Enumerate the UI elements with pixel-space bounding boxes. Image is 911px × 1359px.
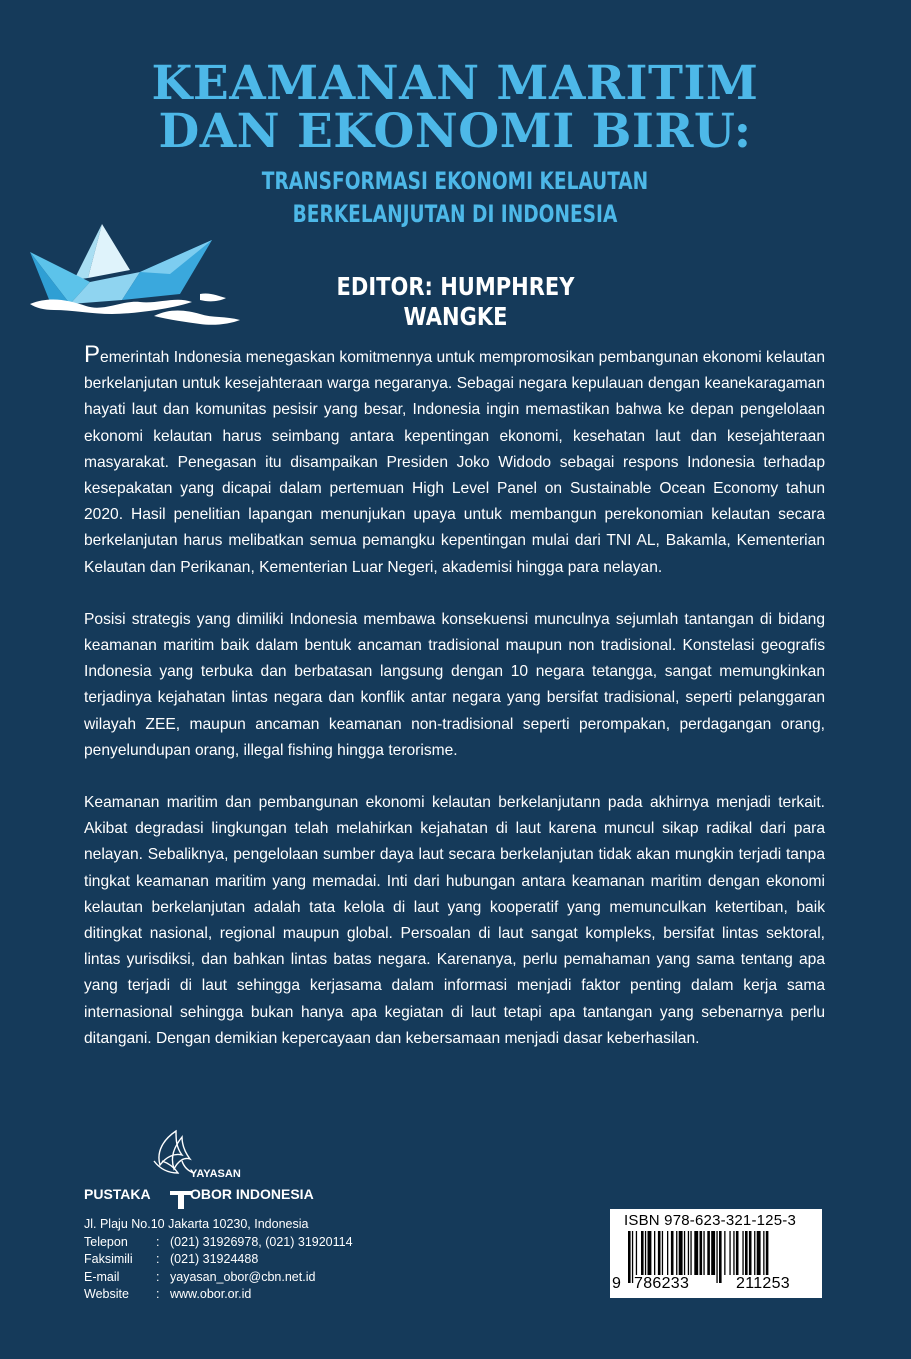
book-subtitle [210, 165, 700, 231]
contact-label: E-mail [84, 1269, 120, 1284]
publisher-yayasan: YAYASAN [190, 1168, 241, 1180]
barcode-bar [667, 1231, 668, 1275]
contact-separator: : [156, 1234, 160, 1249]
drop-cap: P [84, 341, 101, 368]
contact-row [84, 1234, 353, 1252]
barcode-bar [645, 1231, 646, 1275]
barcode-bar [745, 1231, 748, 1275]
barcode-bar [632, 1231, 633, 1283]
barcode-bar [658, 1231, 661, 1275]
barcode-bar [703, 1231, 704, 1275]
synopsis [84, 341, 825, 1078]
barcode-bar [694, 1231, 698, 1275]
isbn-label: ISBN 978-623-321-125-3 [624, 1212, 797, 1229]
barcode-bar [742, 1231, 743, 1275]
barcode-bar [628, 1231, 631, 1283]
isbn-digits-left: 786233 [634, 1275, 690, 1292]
barcode-bar [749, 1231, 752, 1275]
synopsis-paragraph-2: Posisi strategis yang dimiliki Indonesia membawa konsekuensi munculnya sejumlah tantangan di bidang keamanan maritim baik dalam bentuk ancaman tradisional maupun non tradisional. Konstelasi geografis Indonesia yang terbuka dan berbatasan langsung dengan 10 negara tetangga, sangat memungkinkan terjadinya kejahatan lintas negara dan konflik antar negara yang bersifat tradisional, seperti pelanggaran wilayah ZEE, maupun ancaman keamanan non-tradisional seperti perompakan, perdagangan orang, penyelundupan orang, illegal fishing hingga terorisme. [84, 610, 825, 759]
isbn-digit-first: 9 [612, 1275, 621, 1292]
barcode-bar [757, 1231, 761, 1275]
title-line-1: KEAMANAN MARITIM [151, 56, 759, 111]
isbn-barcode [610, 1209, 822, 1298]
paragraph-1-text: emerintah Indonesia menegaskan komitmennya untuk mempromosikan pembangunan ekonomi kelautan berkelanjutan untuk kesejahteraan warga negaranya. Sebagai negara kepulauan dengan keanekaragaman hayati laut dan komunitas pesisir yang besar, Indonesia ingin memastikan bahwa ke depan pengelolaan ekonomi kelautan harus seimbang antara kepentingan ekonomi, kesehatan laut dan kesejahteraan masyarakat. Penegasan itu disampaikan Presiden Joko Widodo sebagai respons Indonesia terhadap kesepakatan yang dicapai dalam pertemuan High Level Panel on Sustainable Ocean Economy tahun 2020. Hasil penelitian lapangan menunjukan upaya untuk membangun perekonomian kelautan secara berkelanjutan harus melibatkan semua pemangku kepentingan mulai dari TNI AL, Bakamla, Kementerian Kelautan dan Perikanan, Kementerian Luar Negeri, akademisi hingga para nelayan. [84, 349, 825, 576]
barcode-bar [754, 1231, 755, 1275]
publisher-contact [84, 1216, 353, 1304]
contact-value: (021) 31924488 [170, 1252, 259, 1266]
barcode-bar [648, 1231, 652, 1275]
contact-separator: : [156, 1252, 160, 1266]
barcode-bar [636, 1231, 637, 1275]
synopsis-paragraph-1 [84, 341, 825, 581]
isbn-digits-right: 211253 [736, 1275, 791, 1292]
contact-value: www.obor.or.id [170, 1287, 252, 1301]
barcode-bar [700, 1231, 703, 1275]
barcode-bar [684, 1231, 685, 1275]
barcode-bar [662, 1231, 663, 1275]
synopsis-paragraph-3: Keamanan maritim dan pembangunan ekonomi kelautan berkelanjutann pada akhirnya menjadi terkait. Akibat degradasi lingkungan telah melahirkan kejahatan di laut karena muncul sikap radikal dari para nelayan. Sebaliknya, pengelolaan sumber daya laut secara berkelanjutan tidak akan mungkin terjadi tanpa tingkat keamanan maritim yang memadai. Inti dari hubungan antara keamanan maritim dengan ekonomi kelautan berkelanjutan adalah tata kelola di laut yang kooperatif yang memunculkan ketertiban, baik ditingkat nasional, regional maupun global. Persoalan di laut sangat kompleks, bersifat lintas sektoral, lintas yurisdiksi, dan bahkan lintas batas negara. Karenanya, perlu pemahaman yang sama tentang apa yang terjadi di laut sehingga kerjasama dalam informasi menjadi faktor penting dalam kerja sama internasional sehingga bukan hanya apa kegiatan di laut tetapi apa tantangan yang sebenarnya perlu ditangani. Dengan demikian kepercayaan dan kebersamaan menjadi dasar keberhasilan. [84, 794, 825, 1047]
title-line-2: DAN EKONOMI BIRU: [158, 104, 752, 159]
contact-label: Telepon [84, 1234, 128, 1249]
contact-label: Faksimili [84, 1252, 133, 1266]
barcode-bar [711, 1231, 715, 1275]
editor-name: EDITOR: HUMPHREY WANGKE [336, 272, 575, 331]
barcode-bar [707, 1231, 710, 1275]
contact-separator: : [156, 1287, 160, 1301]
barcode-bar [719, 1231, 722, 1283]
contact-row [84, 1286, 353, 1304]
barcode-bar [688, 1231, 689, 1275]
barcode-bar [690, 1231, 691, 1275]
publisher-address: Jl. Plaju No.10 Jakarta 10230, Indonesia [84, 1217, 309, 1231]
subtitle-line-1: TRANSFORMASI EKONOMI KELAUTAN [261, 167, 649, 195]
barcode-bar [671, 1231, 674, 1275]
barcode-bar [729, 1231, 730, 1275]
book-title [120, 56, 790, 159]
barcode-bar [733, 1231, 734, 1275]
torch-icon [154, 1131, 194, 1173]
barcode-bar [766, 1231, 769, 1275]
barcode-bar [724, 1231, 725, 1275]
barcode-bar [716, 1231, 717, 1283]
barcode-bar [679, 1231, 683, 1275]
barcode-bar [736, 1231, 739, 1275]
paper-boat-icon [30, 222, 245, 328]
contact-separator: : [156, 1269, 160, 1284]
subtitle-line-2: BERKELANJUTAN DI INDONESIA [292, 200, 618, 228]
contact-value: yayasan_obor@cbn.net.id [170, 1269, 316, 1284]
contact-row [84, 1251, 353, 1269]
contact-value: (021) 31926978, (021) 31920114 [170, 1234, 353, 1249]
barcode-bar [641, 1231, 644, 1275]
publisher-pustaka: PUSTAKA [84, 1186, 151, 1202]
contact-row [84, 1269, 353, 1287]
barcode-bar [763, 1231, 764, 1275]
barcode-bar [676, 1231, 677, 1275]
publisher-name: OBOR INDONESIA [190, 1186, 314, 1202]
barcode-bar [654, 1231, 655, 1275]
contact-label: Website [84, 1287, 129, 1301]
